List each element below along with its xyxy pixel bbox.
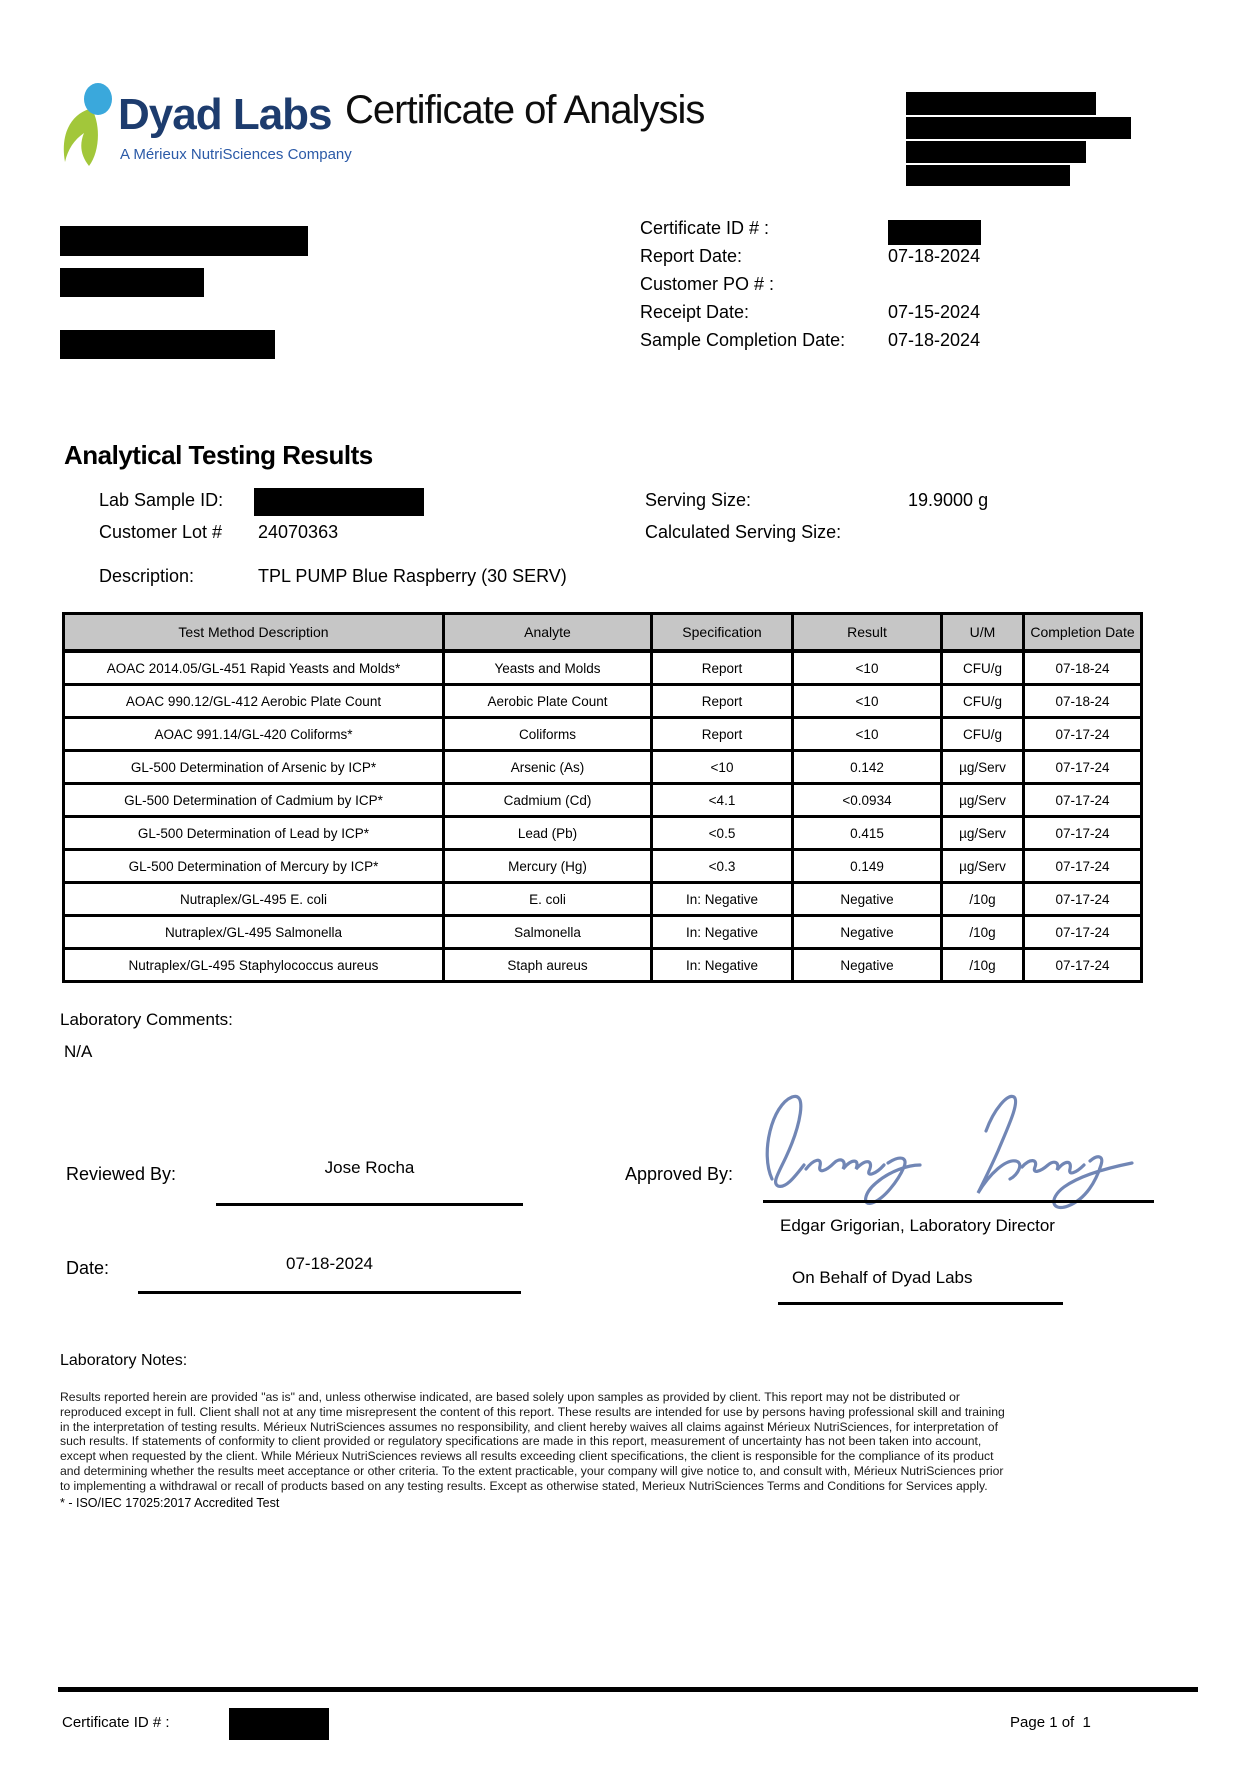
- cell-spec: <0.5: [652, 817, 793, 850]
- customer-lot-label: Customer Lot #: [99, 522, 223, 542]
- disclaimer-line: such results. If statements of conformity to client provided or regulatory specifications are made in this report, measurement of uncertainty has not been taken into account,: [60, 1434, 982, 1449]
- disclaimer-paragraph: [60, 1390, 1188, 1494]
- cell-analyte: Cadmium (Cd): [444, 784, 652, 817]
- brand-tagline: A Mérieux NutriSciences Company: [120, 146, 352, 163]
- cell-spec: Report: [652, 651, 793, 685]
- disclaimer-line: and determining whether the results meet acceptance or other criteria. To the extent practicable, your company will give notice to, and consult with, Mérieux NutriSciences prior: [60, 1463, 1004, 1478]
- redacted-footer-certificate-id: [229, 1708, 329, 1740]
- cell-method: Nutraplex/GL-495 Salmonella: [64, 916, 444, 949]
- cell-method: GL-500 Determination of Arsenic by ICP*: [64, 751, 444, 784]
- cell-result: Negative: [793, 949, 942, 982]
- report-date-label: Report Date:: [640, 246, 743, 266]
- cell-result: <10: [793, 718, 942, 751]
- cell-method: AOAC 2014.05/GL-451 Rapid Yeasts and Molds*: [64, 651, 444, 685]
- cell-date: 07-17-24: [1024, 718, 1142, 751]
- cell-um: /10g: [942, 916, 1024, 949]
- cell-analyte: Staph aureus: [444, 949, 652, 982]
- redacted-line: [906, 92, 1096, 115]
- table-row: [64, 651, 1142, 685]
- dyad-labs-logo-icon: [58, 82, 114, 168]
- cell-result: 0.415: [793, 817, 942, 850]
- cell-result: <0.0934: [793, 784, 942, 817]
- cell-spec: <10: [652, 751, 793, 784]
- lab-sample-id-label: Lab Sample ID:: [99, 490, 224, 510]
- cell-um: CFU/g: [942, 718, 1024, 751]
- cell-date: 07-18-24: [1024, 651, 1142, 685]
- cell-date: 07-17-24: [1024, 784, 1142, 817]
- cell-result: Negative: [793, 883, 942, 916]
- brand-name: Dyad Labs: [118, 90, 332, 139]
- cell-date: 07-17-24: [1024, 817, 1142, 850]
- cell-spec: Report: [652, 718, 793, 751]
- cell-method: GL-500 Determination of Lead by ICP*: [64, 817, 444, 850]
- cell-um: /10g: [942, 883, 1024, 916]
- receipt-date-value: 07-15-2024: [888, 302, 981, 322]
- meta-row-certificate-id: [640, 218, 1180, 246]
- cell-result: <10: [793, 651, 942, 685]
- cell-spec: In: Negative: [652, 916, 793, 949]
- cell-analyte: Lead (Pb): [444, 817, 652, 850]
- on-behalf-line: [778, 1302, 1063, 1305]
- col-header-um: U/M: [942, 614, 1024, 652]
- cell-um: µg/Serv: [942, 751, 1024, 784]
- footer-certificate-id-label: Certificate ID # :: [62, 1714, 170, 1731]
- redacted-line: [60, 268, 204, 297]
- redacted-line: [60, 330, 275, 359]
- certificate-id-label: Certificate ID # :: [640, 218, 770, 238]
- footer-divider: [58, 1687, 1198, 1692]
- page-title: Certificate of Analysis: [345, 88, 705, 132]
- table-row: [64, 817, 1142, 850]
- laboratory-comments-label: Laboratory Comments:: [60, 1010, 233, 1029]
- reviewed-by-label: Reviewed By:: [66, 1164, 177, 1184]
- description-value: TPL PUMP Blue Raspberry (30 SERV): [258, 566, 567, 586]
- footer-page-number: Page 1 of 1: [1010, 1714, 1091, 1731]
- completion-date-label: Sample Completion Date:: [640, 330, 846, 350]
- table-row: [64, 949, 1142, 982]
- cell-date: 07-17-24: [1024, 850, 1142, 883]
- section-heading: Analytical Testing Results: [64, 440, 373, 470]
- cell-method: Nutraplex/GL-495 Staphylococcus aureus: [64, 949, 444, 982]
- cell-analyte: Coliforms: [444, 718, 652, 751]
- cell-date: 07-18-24: [1024, 685, 1142, 718]
- blue-dot: [84, 83, 112, 115]
- disclaimer-line: to implementing a withdrawal or recall of products based on any testing results. Except as otherwise stated, Merieux NutriSciences Terms and Conditions for Services apply.: [60, 1478, 988, 1493]
- redacted-line: [906, 165, 1070, 186]
- cell-spec: In: Negative: [652, 949, 793, 982]
- leaf-shape: [64, 109, 98, 166]
- meta-row-customer-po: [640, 274, 1180, 302]
- laboratory-notes-label: Laboratory Notes:: [60, 1352, 188, 1369]
- cell-um: µg/Serv: [942, 817, 1024, 850]
- customer-lot-value: 24070363: [258, 522, 339, 542]
- table-row: [64, 916, 1142, 949]
- meta-row-completion-date: [640, 330, 1180, 358]
- redacted-line: [906, 141, 1086, 163]
- date-line: [138, 1291, 521, 1294]
- cell-analyte: Salmonella: [444, 916, 652, 949]
- description-label: Description:: [99, 566, 195, 586]
- receipt-date-label: Receipt Date:: [640, 302, 750, 322]
- approver-signature-image: [750, 1075, 1150, 1215]
- cell-method: AOAC 991.14/GL-420 Coliforms*: [64, 718, 444, 751]
- cell-result: <10: [793, 685, 942, 718]
- calculated-serving-label: Calculated Serving Size:: [645, 522, 842, 542]
- cell-result: Negative: [793, 916, 942, 949]
- disclaimer-line: Results reported herein are provided "as is" and, unless otherwise indicated, are based solely upon samples as provided by client. This report may not be distributed or: [60, 1390, 960, 1404]
- cell-um: CFU/g: [942, 651, 1024, 685]
- date-value: 07-18-2024: [286, 1254, 373, 1273]
- cell-spec: Report: [652, 685, 793, 718]
- redacted-line: [60, 226, 308, 256]
- table-row: [64, 751, 1142, 784]
- cell-analyte: Mercury (Hg): [444, 850, 652, 883]
- completion-date-value: 07-18-2024: [888, 330, 981, 350]
- meta-row-receipt-date: [640, 302, 1180, 330]
- cell-um: /10g: [942, 949, 1024, 982]
- table-row: [64, 850, 1142, 883]
- col-header-analyte: Analyte: [444, 614, 652, 652]
- col-header-test-method: Test Method Description: [64, 614, 444, 652]
- cell-method: Nutraplex/GL-495 E. coli: [64, 883, 444, 916]
- reviewed-by-line: [216, 1203, 523, 1206]
- cell-analyte: E. coli: [444, 883, 652, 916]
- cell-method: AOAC 990.12/GL-412 Aerobic Plate Count: [64, 685, 444, 718]
- table-header-row: [64, 614, 1142, 652]
- customer-po-label: Customer PO # :: [640, 274, 775, 294]
- cell-method: GL-500 Determination of Mercury by ICP*: [64, 850, 444, 883]
- redacted-lab-sample-id: [254, 488, 424, 516]
- meta-row-report-date: [640, 246, 1180, 274]
- cell-result: 0.149: [793, 850, 942, 883]
- cell-um: CFU/g: [942, 685, 1024, 718]
- cell-spec: In: Negative: [652, 883, 793, 916]
- cell-um: µg/Serv: [942, 784, 1024, 817]
- table-row: [64, 784, 1142, 817]
- laboratory-comments-value: N/A: [64, 1042, 93, 1061]
- col-header-specification: Specification: [652, 614, 793, 652]
- cell-analyte: Aerobic Plate Count: [444, 685, 652, 718]
- col-header-completion-date: Completion Date: [1024, 614, 1142, 652]
- serving-size-label: Serving Size:: [645, 490, 752, 510]
- approved-by-label: Approved By:: [625, 1164, 734, 1184]
- cell-analyte: Arsenic (As): [444, 751, 652, 784]
- table-row: [64, 883, 1142, 916]
- date-label: Date:: [66, 1258, 110, 1278]
- certificate-meta: [640, 218, 1180, 358]
- cell-date: 07-17-24: [1024, 883, 1142, 916]
- serving-size-value: 19.9000 g: [908, 490, 989, 510]
- approver-name: Edgar Grigorian, Laboratory Director: [780, 1216, 1055, 1235]
- redacted-certificate-id: [888, 220, 981, 245]
- cell-um: µg/Serv: [942, 850, 1024, 883]
- cell-analyte: Yeasts and Molds: [444, 651, 652, 685]
- disclaimer-line: except when requested by the client. While Mérieux NutriSciences reviews all results exceeding client specifications, the client is responsible for the compliance of its product: [60, 1449, 994, 1464]
- cell-method: GL-500 Determination of Cadmium by ICP*: [64, 784, 444, 817]
- col-header-result: Result: [793, 614, 942, 652]
- cell-date: 07-17-24: [1024, 949, 1142, 982]
- approved-by-line: [763, 1200, 1154, 1203]
- cell-date: 07-17-24: [1024, 916, 1142, 949]
- disclaimer-line: reproduced except in full. Client shall not at any time misrepresent the content of this report. These results are intended for use by persons having professional skill and training: [60, 1404, 1005, 1419]
- reviewed-by-name: Jose Rocha: [324, 1158, 415, 1177]
- accreditation-note: * - ISO/IEC 17025:2017 Accredited Test: [60, 1496, 280, 1510]
- results-table: [62, 612, 1143, 983]
- cell-date: 07-17-24: [1024, 751, 1142, 784]
- cell-spec: <4.1: [652, 784, 793, 817]
- table-row: [64, 718, 1142, 751]
- cell-result: 0.142: [793, 751, 942, 784]
- disclaimer-line: in the interpretation of testing results. Mérieux NutriSciences assumes no responsibility, and client hereby waives all claims against Mérieux NutriSciences, for interpretation of: [60, 1419, 998, 1434]
- report-date-value: 07-18-2024: [888, 246, 981, 266]
- redacted-line: [906, 117, 1131, 139]
- cell-spec: <0.3: [652, 850, 793, 883]
- table-row: [64, 685, 1142, 718]
- on-behalf-text: On Behalf of Dyad Labs: [792, 1268, 973, 1287]
